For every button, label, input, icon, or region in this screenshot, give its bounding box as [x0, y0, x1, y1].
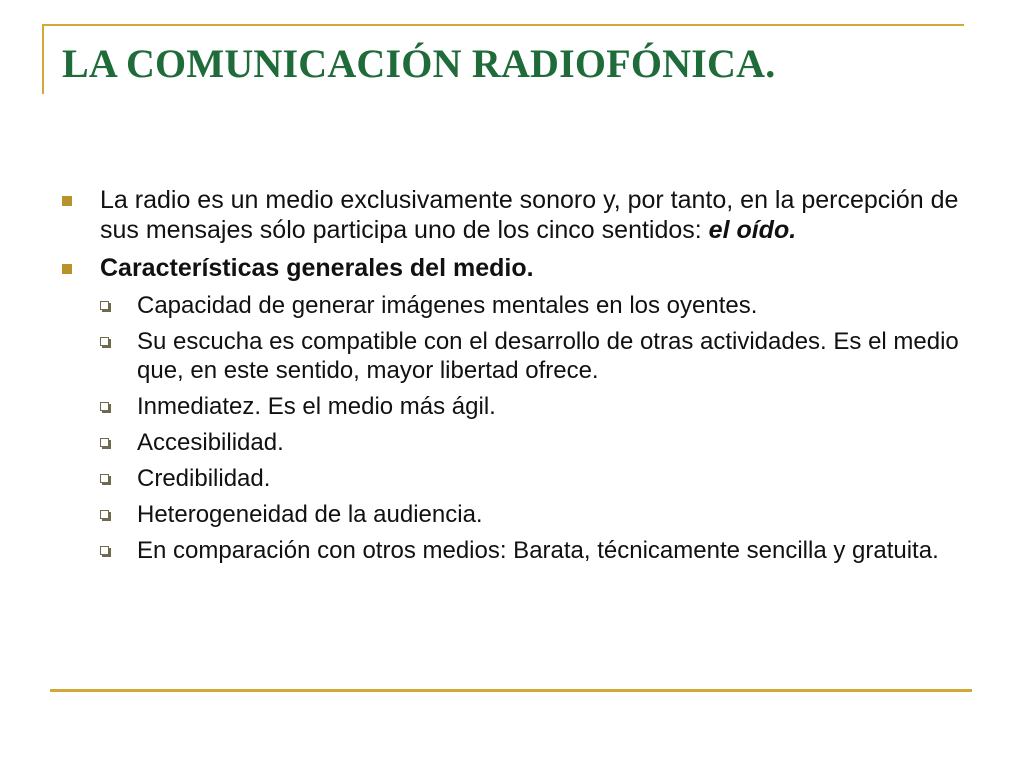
sub-bullet-item: [62, 500, 962, 529]
sub-bullet-item: [62, 464, 962, 493]
square-bullet-icon: [62, 264, 72, 274]
checkbox-bullet-icon: [100, 438, 109, 447]
bullet-emphasis: el oído.: [708, 216, 797, 244]
checkbox-bullet-icon: [100, 546, 109, 555]
sub-bullet-text: Capacidad de generar imágenes mentales en los oyentes.: [137, 292, 758, 319]
sub-bullet-text: Heterogeneidad de la audiencia.: [137, 501, 483, 528]
bullet-list: [62, 185, 962, 572]
sub-bullet-text: En comparación con otros medios: Barata, técnicamente sencilla y gratuita.: [137, 537, 939, 564]
checkbox-bullet-icon: [100, 510, 109, 519]
checkbox-bullet-icon: [100, 474, 109, 483]
bullet-heading: Características generales del medio.: [100, 254, 534, 282]
sub-bullet-item: [62, 392, 962, 421]
sub-bullet-item: [62, 327, 962, 385]
checkbox-bullet-icon: [100, 301, 109, 310]
checkbox-bullet-icon: [100, 402, 109, 411]
checkbox-bullet-icon: [100, 337, 109, 346]
sub-bullet-item: [62, 536, 962, 565]
sub-bullet-item: [62, 291, 962, 320]
sub-bullet-text: Inmediatez. Es el medio más ágil.: [137, 393, 496, 420]
left-accent-line: [42, 24, 44, 94]
bullet-item: [62, 185, 962, 245]
bullet-item: [62, 253, 962, 283]
square-bullet-icon: [62, 196, 72, 206]
top-accent-line: [42, 24, 964, 26]
bottom-accent-line: [50, 689, 972, 692]
sub-bullet-text: Su escucha es compatible con el desarrollo de otras actividades. Es el medio que, en este sentido, mayor libertad ofrece.: [137, 328, 959, 384]
sub-bullet-text: Credibilidad.: [137, 465, 271, 492]
sub-bullet-text: Accesibilidad.: [137, 429, 284, 456]
sub-bullet-item: [62, 428, 962, 457]
slide-title: LA COMUNICACIÓN RADIOFÓNICA.: [62, 41, 776, 86]
bullet-text: La radio es un medio exclusivamente sonoro y, por tanto, en la percepción de sus mensajes sólo participa uno de los cinco sentidos:: [100, 186, 959, 244]
